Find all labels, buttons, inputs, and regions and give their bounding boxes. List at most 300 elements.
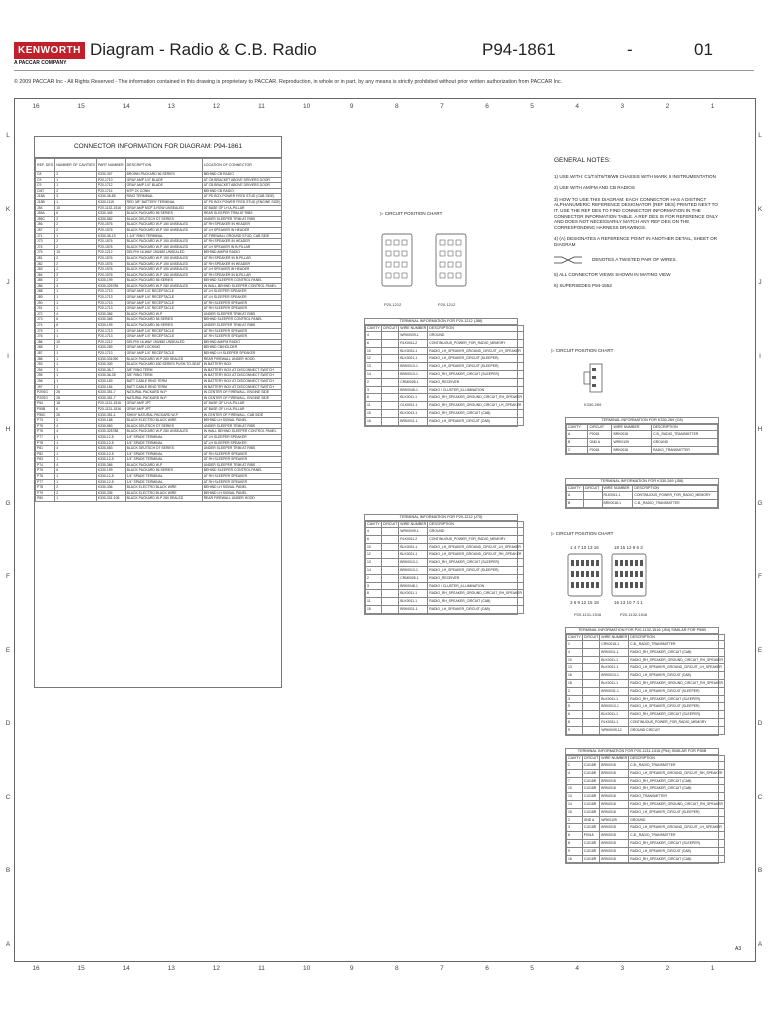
table-cell (381, 551, 399, 559)
table-cell: J93 (36, 362, 55, 368)
terminal-table (365, 521, 524, 614)
table-cell: UNDER SLEEPER TRIM AT RIBS (202, 446, 282, 452)
table-cell: J94 (36, 367, 55, 373)
connector-pin (386, 240, 391, 245)
table-cell: P81 (36, 446, 55, 452)
connector-label-b: P20-1212 (438, 302, 456, 307)
connector-pin (620, 582, 623, 588)
circuit-view-2-label (551, 348, 613, 354)
connector-pin (440, 251, 445, 256)
connector-pin (440, 273, 445, 278)
table-cell: 4 (567, 648, 583, 656)
table-cell: BRK0018 (600, 839, 629, 847)
table-cell: BRK0018 (600, 808, 629, 816)
column-header: CIRCUIT (382, 522, 398, 527)
table-cell: 10 (55, 205, 97, 211)
table-cell: P20-1131-1516 (96, 401, 125, 407)
table-cell: BRK0013-1 (399, 370, 428, 378)
pin-numbers-top-b: 18 15 12 9 6 3 (614, 545, 643, 550)
pin-numbers-top-a: 1 4 7 10 13 16 (570, 545, 599, 550)
table-cell: BLACK ELECTRO BLACK WIRE (125, 485, 202, 491)
table-cell: BLACK ELECTRO BLACK WIRE (125, 490, 202, 496)
table-cell: 14 (366, 370, 382, 378)
table-cell: K330-365 (96, 317, 125, 323)
table-cell: BLACK PACKARD W-P 280 SEALED (125, 496, 202, 502)
table-cell: 15 (366, 409, 382, 417)
table-cell: P20-1713 (96, 306, 125, 312)
table-cell: 1/4" SPADE TERMINAL (125, 474, 202, 480)
table-cell: UNDER SLEEPER TRIM AT RIBS (202, 423, 282, 429)
row-letter: D (757, 720, 763, 727)
table-cell: BEHIND SLEEPER CONTROL PANEL (202, 278, 282, 284)
table-cell: 1 (55, 351, 97, 357)
connector-pin (640, 560, 643, 566)
table-cell: J76 (36, 334, 55, 340)
table-row (567, 679, 725, 687)
p20-113x-connector-drawings (562, 540, 692, 622)
table-cell: 2 (55, 188, 97, 194)
terminal-table-j86 (364, 318, 522, 427)
connector-pin (576, 582, 579, 588)
table-cell: P0018 (588, 431, 612, 439)
table-cell: P20-1132-1516 (96, 205, 125, 211)
table-cell: BLK0011-1 (600, 695, 629, 703)
table-cell: BRK0048-1 (399, 386, 428, 394)
table-cell: P77 (36, 479, 55, 485)
row-letter: K (5, 205, 11, 213)
table-cell: 1 (55, 496, 97, 502)
terminal-table (566, 485, 718, 508)
table-cell (381, 417, 399, 425)
row-letter: L (758, 132, 762, 139)
table-cell: BRK0011-1 (399, 417, 428, 425)
table-cell: 10 (366, 543, 382, 551)
table-cell: BATT CABLE RING TERM (125, 378, 202, 384)
row-letter: B (5, 867, 11, 874)
column-header: CAVITY (367, 522, 380, 527)
table-cell: 1 (55, 479, 97, 485)
column-number: 1 (710, 965, 715, 972)
note-5: 5) ALL CONNECTOR VIEWS SHOWN IN MATING VIEW (554, 271, 671, 277)
connector-pin (456, 262, 461, 267)
table-cell: BEHIND LH SLEEPER SPEAKER (202, 351, 282, 357)
table-cell: 2 (55, 272, 97, 278)
table-cell: 1 (55, 328, 97, 334)
table-cell: 13 (366, 559, 382, 567)
connector-pin (576, 560, 579, 566)
connector-pin (394, 251, 399, 256)
table-cell: BRK0018 (612, 431, 652, 439)
table-row (366, 566, 524, 574)
table-cell: P20-1576 (96, 222, 125, 228)
table-row (567, 785, 725, 793)
table-cell: AT LH SLEEPER SPEAKER (202, 440, 282, 446)
table-cell: 1 (55, 183, 97, 189)
note-3: 3) HOW TO USE THIS DIAGRAM: EACH CONNECTOR HAS A DISTINCT ALPHANUMERIC REFERENCE DESIGNATOR (REF DES) PRINTED NEXT TO IT. USE THE REF DES TO FIND CONNECTOR INFORMATION IN THE CONNECTOR INFORMATION TABLE. A REF DES IS FOR REFERENCE ONLY AND DOES NOT NECESSARILY MATCH ANY REF DES ON THE CORRESPONDING HARNESS DRAWINGS. (554, 196, 718, 230)
table-cell: 1 (55, 384, 97, 390)
table-cell: AT RH SLEEPER SPEAKER (202, 334, 282, 340)
table-row (36, 496, 282, 502)
table-row (567, 695, 725, 703)
table-cell: J87 (36, 351, 55, 357)
terminal-table-title: TERMINAL INFORMATION FOR P20-1132-1516 (J54) SIMILAR FOR P55B (566, 628, 718, 634)
row-letter: I (759, 352, 761, 360)
table-cell: C9 (36, 183, 55, 189)
table-cell: CONTINUOUS_POWER_FOR_RADIO_MEMORY (633, 492, 718, 500)
table-cell: IN CENTER OF FIREWALL, ENGINE SIDE (202, 390, 282, 396)
table-cell: 10 (567, 656, 583, 664)
column-number: 10 (302, 103, 311, 110)
table-cell (582, 718, 600, 726)
column-header: REF. DES (36, 159, 55, 172)
connector-pin (586, 560, 589, 566)
terminal-table-j75 (364, 514, 522, 615)
table-cell: REAR SLEEPER TRIM AT RIBS (202, 211, 282, 217)
table-row (567, 641, 725, 649)
table-cell: BRK0018 (612, 446, 652, 454)
column-number: 3 (620, 103, 625, 110)
connector-pin (576, 571, 579, 577)
connector-pin (440, 262, 445, 267)
table-cell: BRK0018 (600, 777, 629, 785)
connector-pin (596, 571, 599, 577)
column-header: WIRE NUMBER (601, 635, 628, 640)
table-cell: P73 (36, 418, 55, 424)
table-cell: RADIO_LH_SPEAKER_GROUND_CIRCUIT_LH_SPEAKER (428, 543, 524, 551)
table-cell: P83 (36, 457, 55, 463)
table-cell: GRAY AMP JPT (125, 401, 202, 407)
table-row (567, 687, 725, 695)
table-cell: WRK0109 (600, 816, 629, 824)
note-6: 6) SUPERSEDES P94-1552 (554, 283, 612, 289)
row-letter: D (5, 720, 11, 727)
table-cell: K330-12-5 (96, 440, 125, 446)
table-cell: 3 (567, 824, 583, 832)
connector-pin (402, 251, 407, 256)
column-header: WIRE NUMBER (400, 326, 427, 331)
table-cell (381, 332, 399, 340)
table-cell: 12 (366, 551, 382, 559)
table-cell: RADIO_RH_SPEAKER_GROUND_CIRCUIT_LH_SPEAKER (428, 402, 524, 410)
table-row (567, 816, 725, 824)
table-cell (582, 648, 600, 656)
table-cell: DELPHI 16-WAY 150/480 UNSEALED (125, 339, 202, 345)
row-letter: G (5, 499, 11, 507)
column-header: DESCRIPTION (428, 522, 524, 528)
table-cell: BLK0021-1 (600, 664, 629, 672)
table-cell: BLACK PACKARD W-P 150 UNSEALED (125, 239, 202, 245)
row-letter: A (5, 940, 11, 948)
table-cell: 4 (55, 311, 97, 317)
table-cell: P20SG (36, 390, 55, 396)
table-cell: 2 (567, 687, 583, 695)
connector-pin (596, 582, 599, 588)
table-cell: RADIO_RH_SPEAKER_GROUND_CIRCUIT_RH_SPEAKER (428, 590, 524, 598)
column-header: DESCRIPTION (633, 486, 718, 492)
table-cell: 10 (55, 339, 97, 345)
table-cell: RADIO_TRANSMITTER (629, 793, 725, 801)
table-cell: BRK0018 (600, 785, 629, 793)
table-cell (582, 656, 600, 664)
table-cell: IN WALL BEHIND SLEEPER CONTROL PANEL (202, 429, 282, 435)
notes-heading: GENERAL NOTES: (554, 157, 611, 164)
table-cell: 5 (567, 703, 583, 711)
table-cell: NATURAL PACKARD W-P (125, 395, 202, 401)
table-cell: RADIO_RH_SPEAKER_CIRCUIT (SLEEPER) (629, 839, 725, 847)
table-cell: P77 (36, 434, 55, 440)
table-cell: P20-1212 (96, 250, 125, 256)
table-cell: NATURAL PACKARD W-P (125, 390, 202, 396)
table-cell: P79 (36, 490, 55, 496)
terminal-table-title: TERMINAL INFORMATION FOR K330-269 (J58) (566, 479, 718, 485)
table-cell: WRK0009-12 (600, 726, 629, 734)
table-cell: 2 (366, 574, 382, 582)
table-cell (582, 695, 600, 703)
table-cell: MTP 2X CONN (125, 188, 202, 194)
table-cell: BRK0018 (600, 855, 629, 863)
table-cell: 3 (366, 386, 382, 394)
table-cell: BLACK PACKARD 56 SERIES (125, 211, 202, 217)
pin-numbers-bottom-b: 16 13 10 7 4 1 (614, 600, 643, 605)
connector-pin (586, 582, 589, 588)
table-cell: K330-325785 (96, 283, 125, 289)
table-cell: K330-366 (96, 462, 125, 468)
table-cell: K330-269 (96, 345, 125, 351)
document-number: P94-1861 (482, 40, 556, 59)
table-cell: K330-583 (96, 446, 125, 452)
table-cell: 1 (55, 356, 97, 362)
table-cell: P20-1710 (96, 177, 125, 183)
table-cell (381, 559, 399, 567)
table-row (567, 808, 725, 816)
connector-pin (394, 240, 399, 245)
table-cell: C1018R (582, 800, 600, 808)
table-cell: 2 (55, 216, 97, 222)
table-cell: AT BASE OF LH A-PILLAR (202, 401, 282, 407)
table-cell: 6 (366, 339, 382, 347)
table-cell: C9 (36, 177, 55, 183)
table-cell: J55C (36, 216, 55, 222)
table-row (567, 446, 718, 454)
table-cell: P76 (36, 474, 55, 480)
table-cell: P80 (36, 496, 55, 502)
table-row (366, 598, 524, 606)
connector-pin (591, 560, 594, 566)
table-cell: BLACK DEUTSCH DT SERIES (125, 423, 202, 429)
table-row (366, 347, 524, 355)
table-cell: AT LH SLEEPER SPEAKER (202, 295, 282, 301)
table-cell: 1 (55, 306, 97, 312)
table-cell: 10 (567, 785, 583, 793)
table-cell: J75 (36, 328, 55, 334)
table-row (366, 370, 524, 378)
table-cell: WRK0009-1 (399, 528, 428, 536)
table-cell: J56 (36, 222, 55, 228)
table-cell: 6 (55, 211, 97, 217)
table-cell: RADIO_RECEIVER (428, 574, 524, 582)
table-cell: AT RH SLEEPER SPEAKER (202, 328, 282, 334)
table-cell: J57 (36, 227, 55, 233)
connector-pin (640, 571, 643, 577)
twisted-pair-text: DENOTES A TWISTED PAIR OF WIRES. (592, 256, 677, 262)
column-number: 16 (32, 103, 40, 110)
table-cell: AT CB BRACKET ABOVE DRIVERS DOOR (202, 177, 282, 183)
table-cell (381, 339, 399, 347)
table-cell: 13 (366, 363, 382, 371)
connector-pin (620, 560, 623, 566)
table-cell: K330-169 (96, 378, 125, 384)
diagram-title: Diagram - Radio & C.B. Radio (90, 40, 317, 59)
table-cell: 10 (55, 250, 97, 256)
table-cell: K330-351-7 (96, 395, 125, 401)
table-cell: 2 (55, 485, 97, 491)
table-cell: RADIO_LH_SPEAKER_CIRCUIT (SLEEPER) (629, 808, 725, 816)
table-cell: P54 (36, 401, 55, 407)
table-cell: P20-1712 (96, 183, 125, 189)
table-cell: K330-199 (96, 468, 125, 474)
row-letter: J (6, 279, 10, 286)
table-cell (381, 566, 399, 574)
table-cell: 1 (567, 641, 583, 649)
table-cell: C1018R (582, 769, 600, 777)
table-cell: B (567, 499, 584, 507)
table-cell: J73 (36, 239, 55, 245)
table-cell: 28 (55, 395, 97, 401)
table-cell: 18 (55, 401, 97, 407)
table-cell: K330-36-7 (96, 367, 125, 373)
table-cell: J74 (36, 323, 55, 329)
table-cell: GRAY AMP 1/4" BLADE (125, 183, 202, 189)
table-cell: BLACK DEUTSCH DT SERIES (125, 216, 202, 222)
terminal-table-title: TERMINAL INFORMATION FOR P20-1212 (J86) (365, 319, 517, 325)
table-cell: K330-12-5 (96, 457, 125, 463)
table-cell: C1018R (582, 777, 600, 785)
table-cell: AT LH SPEAKER IN HEADER (202, 227, 282, 233)
table-cell: J84 (36, 272, 55, 278)
column-header: DESCRIPTION (629, 635, 725, 641)
table-cell: RADIO_LH_SPEAKER_CIRCUIT (SLEEPER) (629, 703, 725, 711)
table-cell: J95 (36, 373, 55, 379)
table-cell: K330-1115 (96, 199, 125, 205)
table-cell: IN BATTERY BOX (202, 362, 282, 368)
connector-pin (635, 560, 638, 566)
row-letter: G (757, 499, 763, 507)
connector-label-a: P20-1131-1516 (574, 612, 602, 617)
table-cell: BLACK ELECTRO BLACK WIRE (125, 418, 202, 424)
table-cell: P20-1212 (96, 339, 125, 345)
table-cell: CRM0028-1 (399, 378, 428, 386)
table-cell: AT RH SPEAKER IN B-PILLAR (202, 255, 282, 261)
table-cell: RADIO_RH_SPEAKER_GROUND_CIRCUIT_RH_SPEAKER (629, 800, 725, 808)
column-header: CIRCUIT (583, 756, 599, 761)
table-cell: UNDER SLEEPER TRIM AT RIBS (202, 323, 282, 329)
table-cell: BEHIND AM/FM RADIO (202, 339, 282, 345)
table-cell: P20-1131-1516 (96, 406, 125, 412)
table-row (567, 800, 725, 808)
table-cell: P78 (36, 440, 55, 446)
table-cell: GROUND (428, 528, 524, 536)
connector-pin (596, 560, 599, 566)
table-cell: BRK0011-1 (600, 648, 629, 656)
table-cell: 16 (567, 672, 583, 680)
connector-pin (625, 571, 628, 577)
table-cell: 8 (567, 839, 583, 847)
table-cell: 1 (55, 451, 97, 457)
row-letter: H (757, 426, 763, 433)
circuit-view-arrow-icon: ▷ (551, 348, 555, 353)
general-notes (554, 158, 724, 295)
table-cell: K330-366 (96, 311, 125, 317)
table-cell: BEHIND LH SIGNAL PANEL (202, 490, 282, 496)
table-cell: A (567, 492, 584, 500)
connector-pin (571, 560, 574, 566)
table-cell (582, 687, 600, 695)
table-cell: 1 (55, 378, 97, 384)
table-cell: 1/4" SPADE TERMINAL (125, 479, 202, 485)
terminal-table (365, 325, 524, 426)
column-header: WIRE NUMBER (601, 756, 628, 761)
table-cell: A (567, 431, 588, 439)
table-cell: IN CENTER OF FIREWALL, ENGINE SIDE (202, 395, 282, 401)
table-cell: REAR FIREWALL UNDER HOOD (202, 496, 282, 502)
column-header: CIRCUIT (382, 326, 398, 331)
table-row (567, 847, 725, 855)
table-cell (582, 679, 600, 687)
table-cell: J83 (36, 267, 55, 273)
table-cell: RADIO_RH_SPEAKER_CIRCUIT (SLEEPER) (428, 559, 524, 567)
column-number: 2 (665, 965, 670, 972)
table-cell: C1018R (582, 839, 600, 847)
table-cell: BLACK PACKARD W-P 150 UNSEALED (125, 267, 202, 273)
table-cell: RADIO_LH_SPEAKER_CIRCUIT (SLEEPER) (428, 363, 524, 371)
table-cell: C1018R (582, 762, 600, 770)
table-cell: P20-1713 (96, 289, 125, 295)
terminal-table (566, 755, 725, 863)
table-row (366, 605, 524, 613)
table-cell: BEHIND CB/HOLDER (202, 345, 282, 351)
table-cell: RADIO_LH_SPEAKER_CIRCUIT (SLEEPER) (428, 355, 524, 363)
terminal-table-p54 (565, 748, 723, 864)
table-cell: 13 (567, 664, 583, 672)
table-cell: RADIO_LH_SPEAKER_GROUND_CIRCUIT_RH_SPEAKER (428, 551, 524, 559)
table-cell: 1 (55, 177, 97, 183)
table-cell: K330-199 (96, 323, 125, 329)
table-cell: 6 (55, 468, 97, 474)
table-cell: BRK0013-1 (600, 672, 629, 680)
table-cell: J96 (36, 378, 55, 384)
circuit-view-1-text: CIRCUIT POSITION CHART (384, 211, 443, 216)
table-cell (582, 664, 600, 672)
table-cell (583, 492, 602, 500)
table-cell: 15 (567, 808, 583, 816)
table-cell: 1/4" SPADE TERMINAL (125, 440, 202, 446)
table-cell: BLACK PACKARD W-P 150 UNSEALED (125, 255, 202, 261)
table-cell: BLACK PACKARD W-P 150 UNSEALED (125, 261, 202, 267)
row-letter: A (757, 940, 763, 948)
connector-pin (630, 560, 633, 566)
table-row (567, 438, 718, 446)
table-cell: 2 (55, 239, 97, 245)
table-cell: RLK0011-1 (602, 492, 633, 500)
table-cell: P82 (36, 451, 55, 457)
connector-pin (448, 251, 453, 256)
table-cell: 1 (55, 474, 97, 480)
table-cell: 3 (366, 582, 382, 590)
copyright-notice: © 2009 PACCAR Inc - All Rights Reserved - The information contained in this drawing is proprietary to PACCAR. Reproduction, in whole or in part, by any means is strictly prohibited without prior written authorization from PACCAR Inc. (14, 79, 563, 85)
table-cell: J71 (36, 233, 55, 239)
table-row (567, 664, 725, 672)
table-cell: K330-336 (96, 490, 125, 496)
